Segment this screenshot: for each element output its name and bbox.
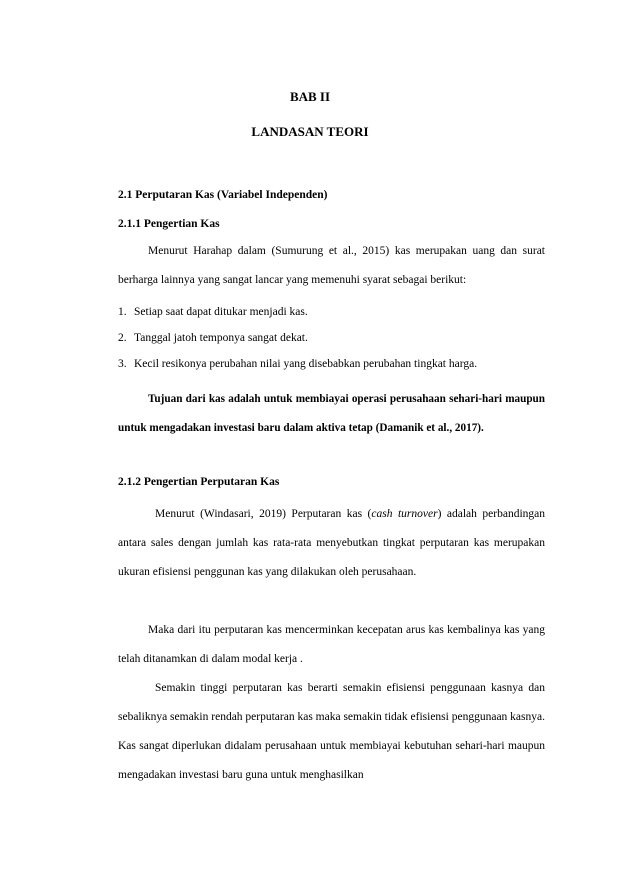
- definition-paragraph: Menurut Harahap dalam (Sumurung et al., 2015) kas merupakan uang dan surat berharga lainnya yang sangat lancar yang memenuhi syarat sebagai berikut:: [118, 245, 545, 286]
- reflection-paragraph: Maka dari itu perputaran kas mencerminkan kecepatan arus kas kembalinya kas yang telah ditanamkan di dalam modal kerja .: [118, 624, 545, 665]
- conditions-list: [118, 299, 545, 377]
- section-heading-2-1: 2.1 Perputaran Kas (Variabel Independen): [118, 189, 328, 201]
- section-heading-2-1-1: 2.1.1 Pengertian Kas: [118, 218, 220, 230]
- list-number: 1.: [118, 306, 127, 318]
- list-item: [118, 299, 545, 325]
- turnover-term-italic: cash turnover: [371, 508, 438, 520]
- turnover-paragraph: [118, 500, 545, 587]
- chapter-number: BAB II: [289, 89, 331, 104]
- section-heading-2-1-2: 2.1.2 Pengertian Perputaran Kas: [118, 476, 280, 488]
- list-item: [118, 351, 545, 377]
- list-number: 3.: [118, 358, 127, 370]
- turnover-text-before: Menurut (Windasari, 2019) Perputaran kas (: [155, 508, 372, 520]
- list-text: Setiap saat dapat ditukar menjadi kas.: [134, 306, 308, 318]
- efficiency-paragraph: Semakin tinggi perputaran kas berarti semakin efisiensi penggunaan kasnya dan sebaliknya semakin rendah perputaran kas maka semakin tidak efisiensi penggunaan kasnya. Kas sangat diperlukan didalam perusahaan untuk membiayai kebutuhan sehari-hari maupun mengadakan investasi baru guna untuk menghasilkan: [118, 682, 545, 781]
- purpose-paragraph: Tujuan dari kas adalah untuk membiayai operasi perusahaan sehari-hari maupun untuk mengadakan investasi baru dalam aktiva tetap (Damanik et al., 2017).: [118, 393, 545, 434]
- list-item: [118, 325, 545, 351]
- list-text: Kecil resikonya perubahan nilai yang disebabkan perubahan tingkat harga.: [134, 358, 478, 370]
- chapter-title: LANDASAN TEORI: [251, 124, 369, 139]
- list-text: Tanggal jatoh temponya sangat dekat.: [134, 332, 308, 344]
- turnover-text-after: ) adalah perbandingan antara sales dengan jumlah kas rata-rata menyebutkan tingkat perputaran kas merupakan ukuran efisiensi penggunan kas yang dilakukan oleh perusahaan.: [118, 508, 545, 578]
- list-number: 2.: [118, 332, 127, 344]
